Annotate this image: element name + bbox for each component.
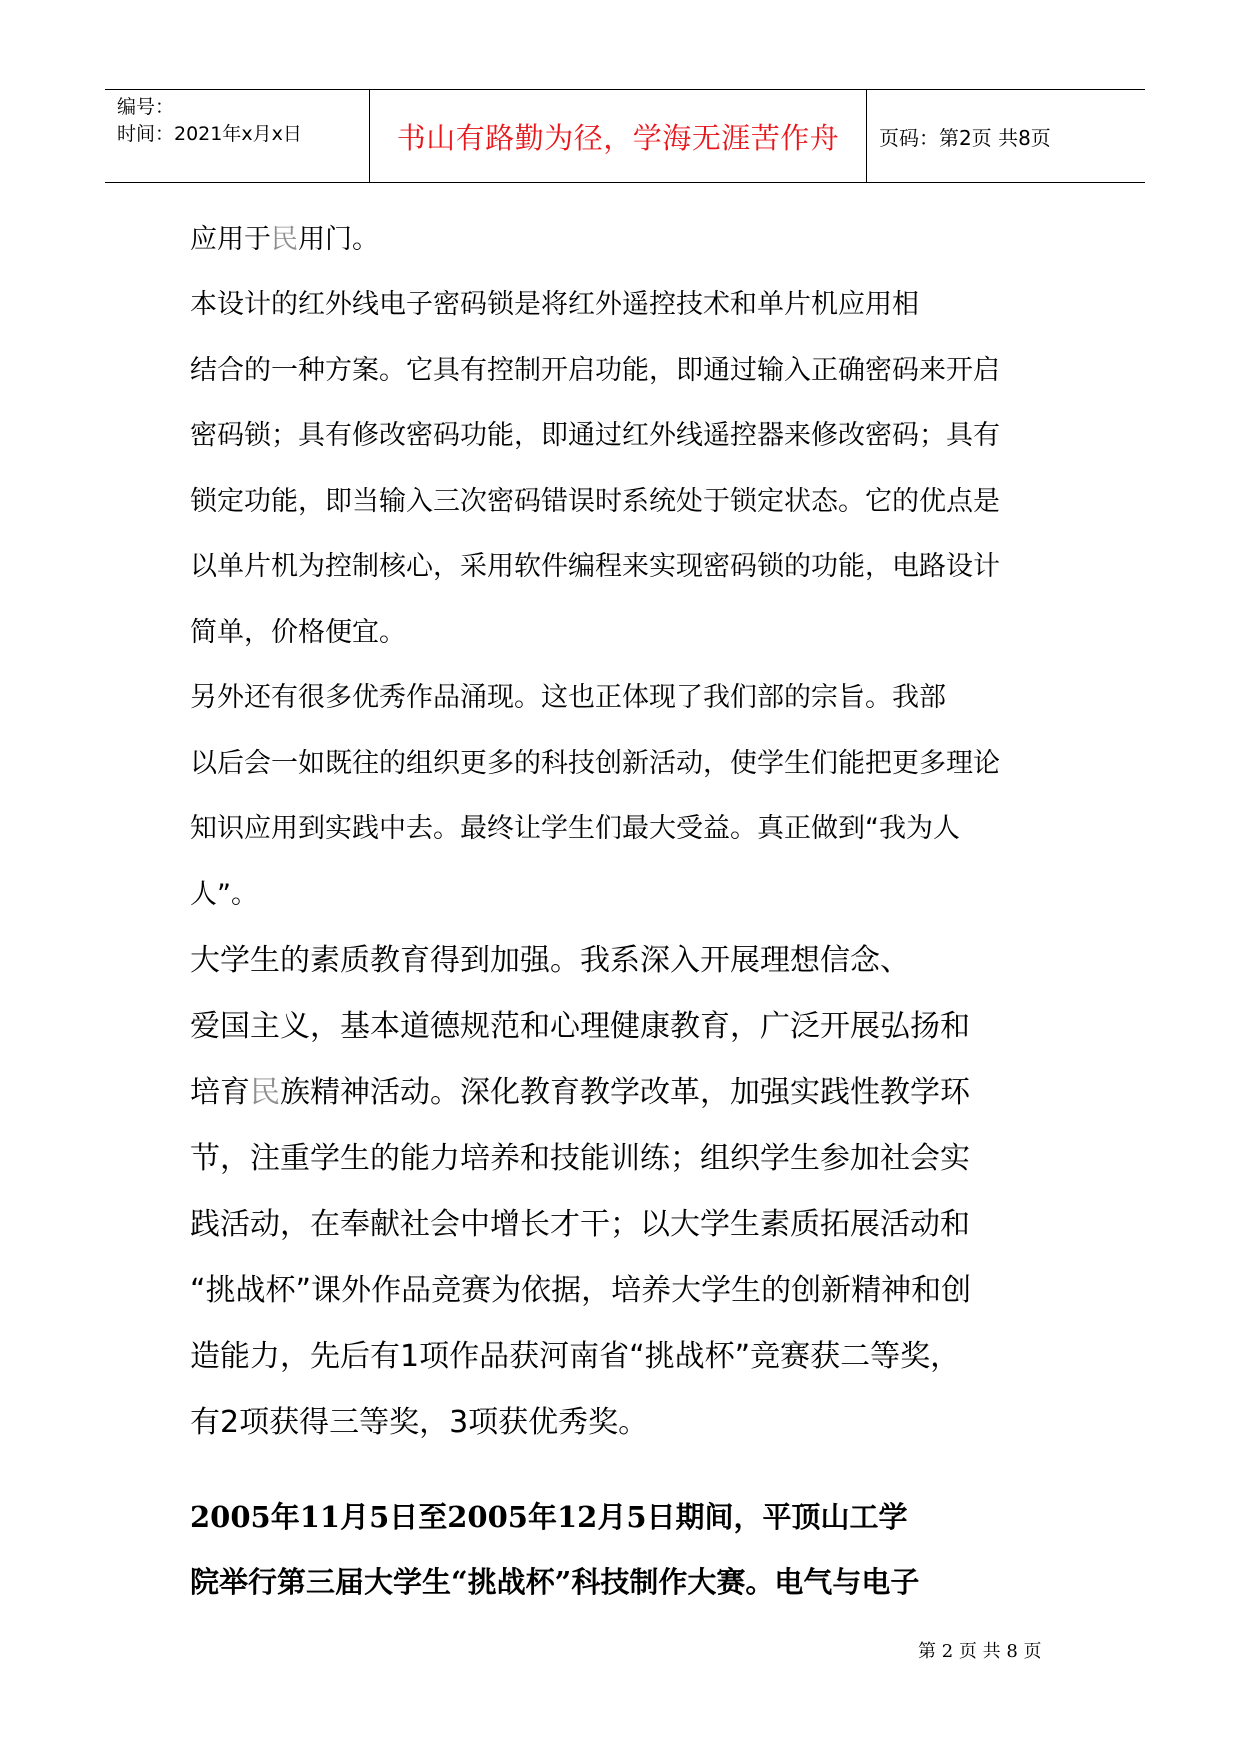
- paragraph-line: 节，注重学生的能力培养和技能训练；组织学生参加社会实: [190, 1141, 970, 1176]
- text-run: 族精神活动。深化教育教学改革，加强实践性教学环: [280, 1075, 970, 1110]
- paragraph-2: [190, 272, 1090, 665]
- document-time: 时间：2021年x月x日: [117, 123, 302, 145]
- text-run-gray: 民: [271, 224, 298, 255]
- paragraph-line: 另外还有很多优秀作品涌现。这也正体现了我们部的宗旨。我部: [190, 682, 946, 713]
- paragraph-line: 本设计的红外线电子密码锁是将红外遥控技术和单片机应用相: [190, 289, 919, 320]
- paragraph-4: [190, 928, 1090, 1456]
- paragraph-line: 造能力，先后有1项作品获河南省“挑战杯”竞赛获二等奖，: [190, 1339, 961, 1374]
- header-page-code: 页码：第2页 共8页: [879, 125, 1051, 150]
- header-motto: 书山有路勤为径，学海无涯苦作舟: [396, 120, 840, 155]
- paragraph-line: 结合的一种方案。它具有控制开启功能，即通过输入正确密码来开启: [190, 354, 1000, 386]
- page-footer: 第 2 页 共 8 页: [918, 1641, 1042, 1662]
- paragraph-line: 践活动，在奉献社会中增长才干；以大学生素质拓展活动和: [190, 1207, 970, 1242]
- paragraph-line: 以单片机为控制核心，采用软件编程来实现密码锁的功能，电路设计: [190, 551, 1000, 582]
- paragraph-line: [190, 1060, 1090, 1126]
- paragraph-line: 知识应用到实践中去。最终让学生们最大受益。真正做到“我为人: [190, 813, 960, 844]
- paragraph-line: 锁定功能，即当输入三次密码错误时系统处于锁定状态。它的优点是: [190, 485, 1000, 517]
- text-run: 用门。: [298, 224, 379, 255]
- text-run: 应用于: [190, 224, 271, 255]
- paragraph-5: [190, 1485, 1090, 1615]
- document-number-label: 编号：: [117, 96, 175, 118]
- page-header: [105, 89, 1145, 183]
- paragraph-line: 人”。: [190, 878, 258, 910]
- paragraph-line: 以后会一如既往的组织更多的科技创新活动，使学生们能把更多理论: [190, 747, 1000, 779]
- paragraph-line: [190, 207, 1090, 273]
- paragraph-1: [190, 207, 1090, 273]
- text-run-gray: 民: [250, 1075, 280, 1110]
- header-left-cell: [105, 90, 370, 182]
- paragraph-line: 2005年11月5日至2005年12月5日期间，平顶山工学: [190, 1500, 908, 1534]
- header-motto-cell: [370, 90, 867, 182]
- paragraph-line: 有2项获得三等奖，3项获优秀奖。: [190, 1405, 649, 1440]
- paragraph-line: 密码锁；具有修改密码功能，即通过红外线遥控器来修改密码；具有: [190, 420, 1000, 451]
- paragraph-line: 简单，价格便宜。: [190, 616, 406, 648]
- paragraph-line: 大学生的素质教育得到加强。我系深入开展理想信念、: [190, 943, 910, 978]
- paragraph-line: 院举行第三届大学生“挑战杯”科技制作大赛。电气与电子: [190, 1565, 920, 1599]
- text-run: 培育: [190, 1075, 250, 1110]
- paragraph-line: 爱国主义，基本道德规范和心理健康教育，广泛开展弘扬和: [190, 1009, 970, 1044]
- header-right-cell: [867, 90, 1145, 182]
- paragraph-line: “挑战杯”课外作品竞赛为依据，培养大学生的创新精神和创: [190, 1273, 972, 1308]
- paragraph-3: [190, 665, 1090, 927]
